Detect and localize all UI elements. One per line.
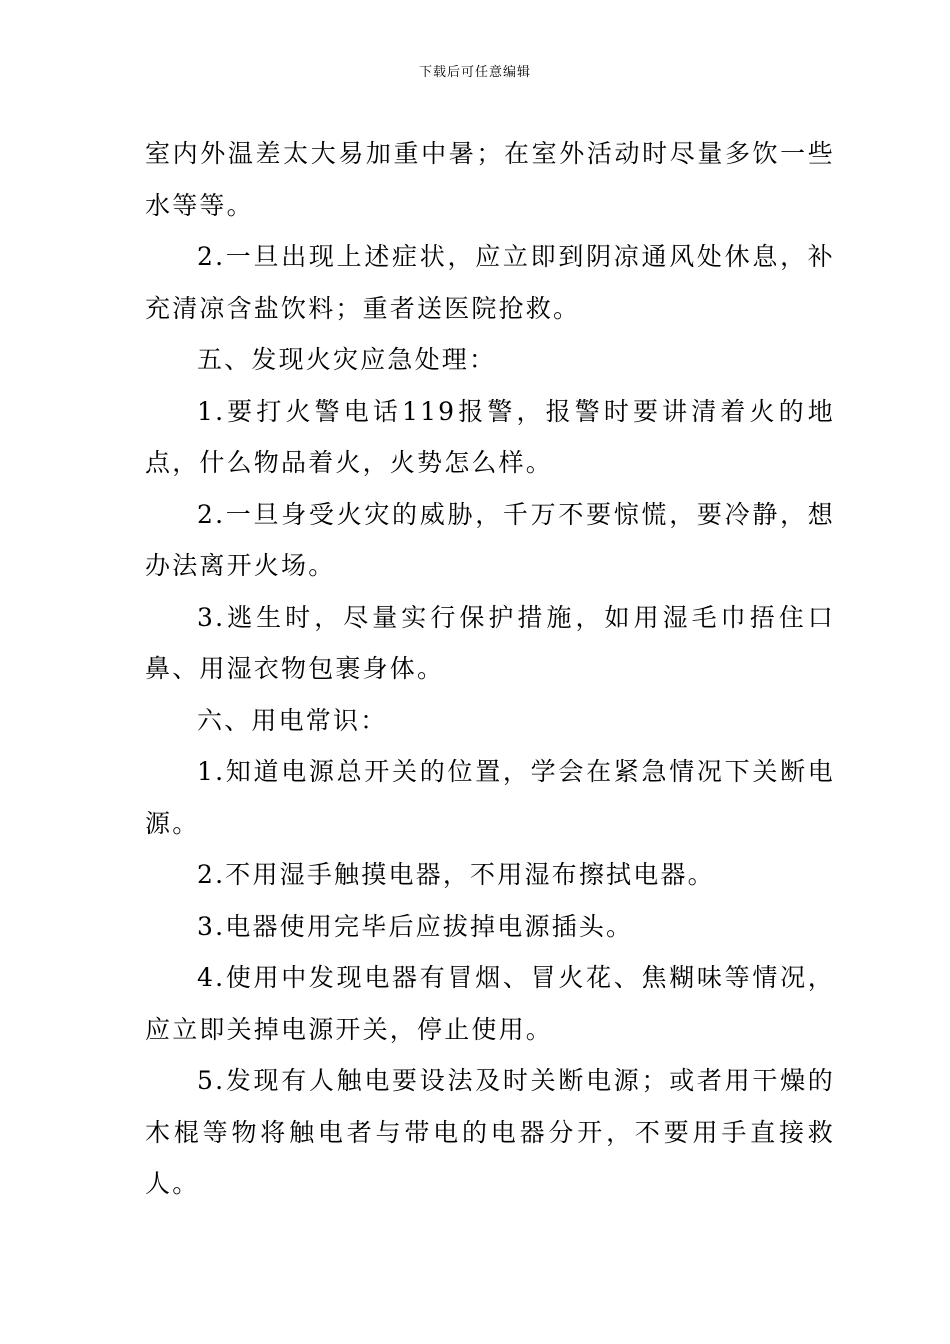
document-body <box>145 128 835 1210</box>
paragraph-electricity-step-2: 2.不用湿手触摸电器，不用湿布擦拭电器。 <box>197 860 715 889</box>
paragraph-heatstroke-tips-cont: 室内外温差太大易加重中暑；在室外活动时尽量多饮一些水等等。 <box>145 139 835 220</box>
paragraph-fire-step-1: 1.要打火警电话119报警，报警时要讲清着火的地点，什么物品着火，火势怎么样。 <box>145 396 835 477</box>
paragraph-heatstroke-step-2: 2.一旦出现上述症状，应立即到阴凉通风处休息，补充清凉含盐饮料；重者送医院抢救。 <box>145 242 835 323</box>
section-heading-fire: 五、发现火灾应急处理： <box>197 345 497 374</box>
paragraph-electricity-step-1: 1.知道电源总开关的位置，学会在紧急情况下关断电源。 <box>145 757 835 838</box>
paragraph-electricity-step-3: 3.电器使用完毕后应拔掉电源插头。 <box>197 911 634 941</box>
paragraph-fire-step-2: 2.一旦身受火灾的威胁，千万不要惊慌，要冷静，想办法离开火场。 <box>145 499 835 580</box>
paragraph-fire-step-3: 3.逃生时，尽量实行保护措施，如用湿毛巾捂住口鼻、用湿衣物包裹身体。 <box>145 602 835 683</box>
section-heading-electricity: 六、用电常识： <box>197 705 388 735</box>
header-note: 下载后可任意编辑 <box>418 65 531 80</box>
paragraph-electricity-step-5: 5.发现有人触电要设法及时关断电源；或者用干燥的木棍等物将触电者与带电的电器分开，不要用手直接救人。 <box>145 1066 835 1198</box>
paragraph-electricity-step-4: 4.使用中发现电器有冒烟、冒火花、焦糊味等情况，应立即关掉电源开关，停止使用。 <box>145 963 835 1044</box>
